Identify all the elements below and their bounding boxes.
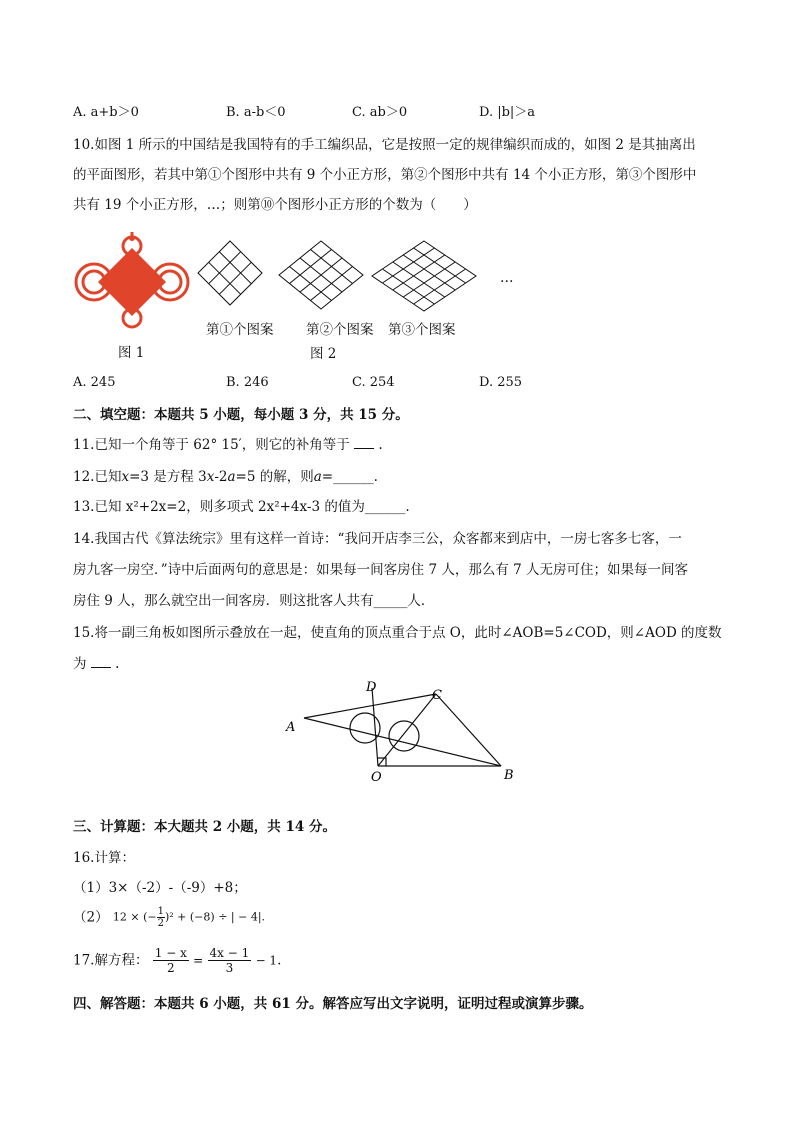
q15-text-line1: 15.将一副三角板如图所示叠放在一起，使直角的顶点重合于点 O，此时∠AOB=5∠COD，则∠AOD 的度数	[73, 625, 722, 641]
triangle-set-diagram	[280, 676, 520, 788]
fig2-caption: 图 2	[310, 346, 337, 362]
q16-part2-expr-b: )² + (−8) ÷ | − 4|	[164, 910, 262, 924]
q12-prefix: 12.已知	[73, 469, 122, 485]
pattern-2-caption: 第②个图案	[306, 322, 374, 338]
q17-equals: =	[193, 953, 204, 968]
q9-option-c: C. ab＞0	[352, 105, 408, 120]
q10-option-c: C. 254	[352, 375, 395, 390]
q16-part2-expr-a: 12 × (−	[112, 910, 157, 924]
q14-text-line3: 房住 9 人，那么就空出一间客房．则这批客人共有_____人．	[73, 593, 435, 609]
q14-text-line1: 14.我国古代《算法统宗》里有这样一首诗：“我问开店李三公，众客都来到店中，一房七客多七客，一	[73, 531, 682, 547]
point-o-label: O	[371, 770, 382, 785]
q15-prefix: 为	[73, 656, 87, 672]
section2-heading: 二、填空题：本题共 5 小题，每小题 3 分，共 15 分。	[73, 407, 409, 423]
q11-blank	[354, 436, 374, 449]
section4-heading: 四、解答题：本题共 6 小题，共 61 分。解答应写出文字说明，证明过程或演算步骤。	[73, 996, 593, 1012]
q15-blank	[91, 655, 111, 668]
q9-option-b: B. a-b＜0	[226, 105, 286, 120]
q17-left-fraction	[153, 946, 189, 975]
q17-equation	[73, 946, 281, 978]
q15-end: .	[115, 656, 120, 672]
q9-option-d: D. |b|＞a	[479, 105, 536, 120]
q10-option-b: B. 246	[226, 375, 269, 390]
q11-text	[73, 436, 383, 454]
q16-part2-label: （2）	[73, 909, 109, 926]
q12-var-x2: x	[206, 469, 215, 485]
q12-mid2: -2	[214, 469, 228, 485]
q12-end: =______.	[321, 469, 378, 485]
q10-option-a: A. 245	[73, 375, 116, 390]
q16-part2-end: .	[261, 910, 266, 924]
q16-fraction	[157, 906, 165, 929]
q12-mid3: =5 的解，则	[235, 469, 314, 485]
q17-label: 17.解方程：	[73, 952, 149, 969]
q10-text-line3: 共有 19 个小正方形，…；则第⑩个图形小正方形的个数为（ ）	[73, 197, 477, 213]
q12-var-a: a	[227, 469, 236, 485]
q10-text-line2: 的平面图形，若其中第①个图形中共有 9 个小正方形，第②个图形中共有 14 个小正方形，第③个图形中	[73, 167, 697, 183]
q12-mid: =3 是方程 3	[129, 469, 207, 485]
q15-text-line2	[73, 655, 119, 673]
section3-heading: 三、计算题：本大题共 2 小题，共 14 分。	[73, 819, 336, 835]
chinese-knot-figure	[72, 232, 192, 332]
q16-part1: （1）3×（-2）-（-9）+8；	[73, 880, 247, 896]
q16-title: 16.计算：	[73, 850, 135, 866]
q14-text-line2: 房九客一房空．”诗中后面两句的意思是：如果每一间客房住 7 人，那么有 7 人无房可住；如果每一间客	[73, 562, 688, 578]
pattern-3-caption: 第③个图案	[388, 322, 456, 338]
q12-var-x: x	[121, 469, 130, 485]
q17-right-num: 4x − 1	[209, 946, 250, 960]
q17-left-num: 1 − x	[154, 946, 187, 960]
q10-text-line1: 10.如图 1 所示的中国结是我国特有的手工编织品，它是按照一定的规律编织而成的，如图 2 是其抽离出	[73, 137, 696, 153]
q17-left-den: 2	[167, 961, 175, 975]
q17-right-fraction	[208, 946, 252, 975]
q17-right-den: 3	[225, 961, 234, 975]
pattern-2-diagram	[278, 240, 364, 310]
pattern-1-diagram	[197, 240, 263, 306]
q9-option-a: A. a+b＞0	[73, 105, 139, 120]
pattern-ellipsis: …	[500, 270, 514, 286]
q16-frac-num: 1	[157, 906, 164, 917]
q17-end: .	[277, 952, 282, 969]
point-c-label: C	[432, 688, 442, 703]
q11-end: .	[378, 437, 383, 453]
point-b-label: B	[504, 768, 514, 783]
pattern-3-diagram	[371, 240, 477, 312]
q17-tail: − 1	[255, 953, 278, 968]
q12-var-a2: a	[313, 469, 322, 485]
fig1-caption: 图 1	[118, 345, 145, 361]
q16-frac-den: 2	[157, 918, 164, 929]
q16-part2	[73, 906, 265, 934]
q10-option-d: D. 255	[479, 375, 523, 390]
q12-text	[73, 468, 378, 486]
q13-text: 13.已知 x²+2x=2，则多项式 2x²+4x-3 的值为______.	[73, 499, 410, 515]
q11-question: 11.已知一个角等于 62° 15′，则它的补角等于	[73, 437, 350, 453]
point-d-label: D	[366, 680, 377, 695]
pattern-1-caption: 第①个图案	[206, 322, 274, 338]
point-a-label: A	[286, 720, 296, 735]
